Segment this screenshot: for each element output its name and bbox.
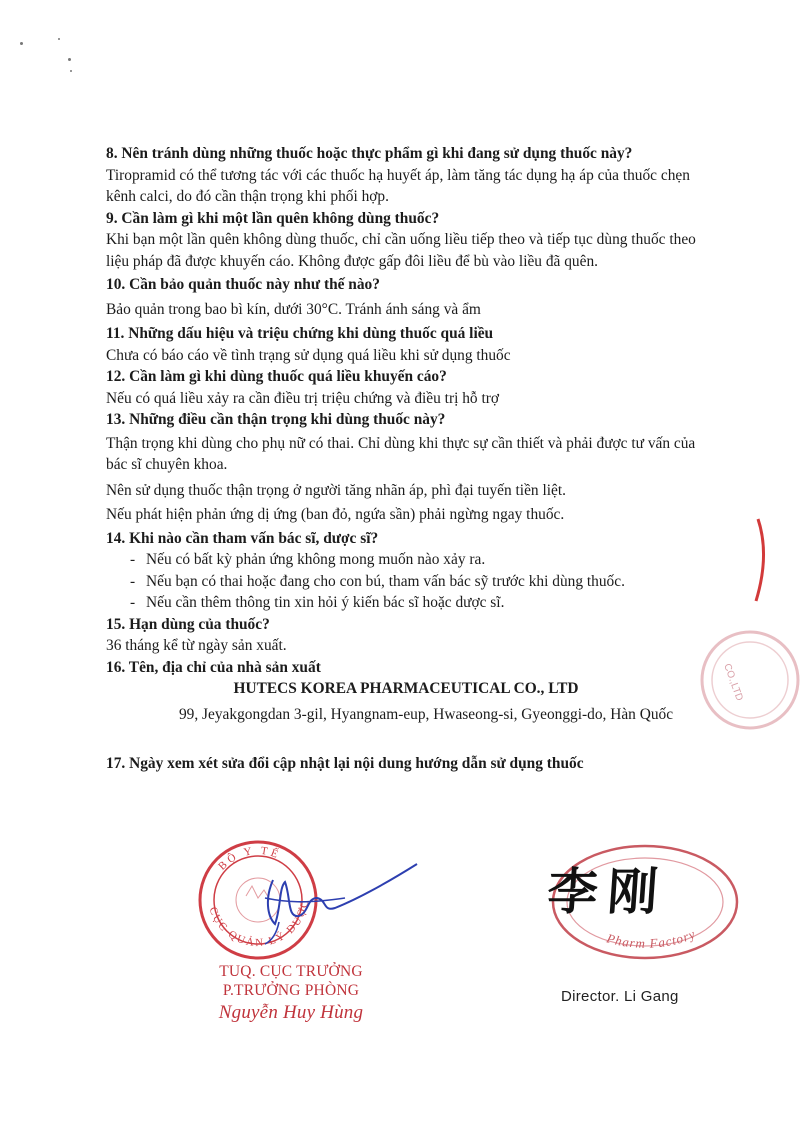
section-heading-15: 15. Hạn dùng của thuốc? [106,615,270,633]
list-item: - Nếu có bất kỳ phản ứng không mong muốn nào xảy ra. [106,549,706,571]
section-heading-11: 11. Những dấu hiệu và triệu chứng khi dùng thuốc quá liều [106,325,494,342]
consult-list [106,549,706,614]
faded-company-stamp [690,625,800,735]
authority-signature [195,858,425,948]
svg-text:Pharm Factory [604,926,698,951]
section-text-13a: Thận trọng khi dùng cho phụ nữ có thai. Chỉ dùng khi thực sự cần thiết và phải được tư vấn của bác sĩ chuyên khoa. [106,434,696,473]
company-seal-text: Pharm Factory [605,925,698,951]
svg-text:CO.,LTD: CO.,LTD [721,662,745,703]
section-heading-13: 13. Những điều cần thận trọng khi dùng thuốc này? [106,411,446,428]
section-heading-12: 12. Cần làm gì khi dùng thuốc quá liều khuyến cáo? [106,368,447,385]
edge-stamp-arc [740,515,780,605]
section-text-8: Tiropramid có thể tương tác với các thuốc hạ huyết áp, làm tăng tác dụng hạ áp của thuốc chẹn kênh calci, do đó cần thận trọng khi phối hợp. [106,166,690,205]
section-heading-10: 10. Cần bảo quản thuốc này như thế nào? [106,276,380,293]
manufacturer-address: 99, Jeyakgongdan 3-gil, Hyangnam-eup, Hwaseong-si, Gyeonggi-do, Hàn Quốc [178,705,674,723]
authority-name: Nguyễn Huy Hùng [218,1002,364,1023]
section-heading-9: 9. Cần làm gì khi một lần quên không dùng thuốc? [106,209,440,227]
seal-bottom-text: CỤC QUẢN LÝ DƯỢC [206,897,312,950]
section-text-15: 36 tháng kể từ ngày sản xuất. [106,637,287,654]
leaflet-content [106,143,706,775]
list-item: - Nếu bạn có thai hoặc đang cho con bú, tham vấn bác sỹ trước khi dùng thuốc. [106,571,706,593]
section-text-11: Chưa có báo cáo về tình trạng sử dụng quá liều khi sử dụng thuốc [106,346,511,364]
authority-title-line2: P.TRƯỞNG PHÒNG [222,982,360,999]
list-item: - Nếu cần thêm thông tin xin hỏi ý kiến bác sĩ hoặc dược sĩ. [106,592,706,614]
director-label: Director. Li Gang [561,988,679,1005]
section-text-13b: Nên sử dụng thuốc thận trọng ở người tăng nhãn áp, phì đại tuyến tiền liệt. [106,481,566,499]
director-signature: 李刚 [545,863,670,921]
section-heading-14: 14. Khi nào cần tham vấn bác sĩ, dược sĩ? [106,529,379,547]
manufacturer-company: HUTECS KOREA PHARMACEUTICAL CO., LTD [233,680,579,697]
section-text-10: Bảo quản trong bao bì kín, dưới 30°C. Tránh ánh sáng và ẩm [106,300,481,318]
authority-title-line1: TUQ. CỤC TRƯỞNG [219,963,363,980]
section-text-12: Nếu có quá liều xảy ra cần điều trị triệu chứng và điều trị hỗ trợ [106,389,499,407]
manufacturer-heading: 16. Tên, địa chỉ của nhà sản xuất [106,658,321,676]
authority-block [186,962,396,1026]
section-text-13c: Nếu phát hiện phản ứng dị ứng (ban đỏ, ngứa sần) phải ngừng ngay thuốc. [106,506,565,523]
section-heading-8: 8. Nên tránh dùng những thuốc hoặc thực phẩm gì khi đang sử dụng thuốc này? [106,145,633,162]
section-text-9: Khi bạn một lần quên không dùng thuốc, chỉ cần uống liều tiếp theo và tiếp tục dùng thuốc theo liệu pháp đã được khuyến cáo. Không được gấp đôi liều để bù vào liều đã quên. [106,231,696,270]
seal-top-text: BỘ Y TẾ [216,844,283,873]
review-date-heading: 17. Ngày xem xét sửa đổi cập nhật lại nội dung hướng dẫn sử dụng thuốc [106,755,584,772]
